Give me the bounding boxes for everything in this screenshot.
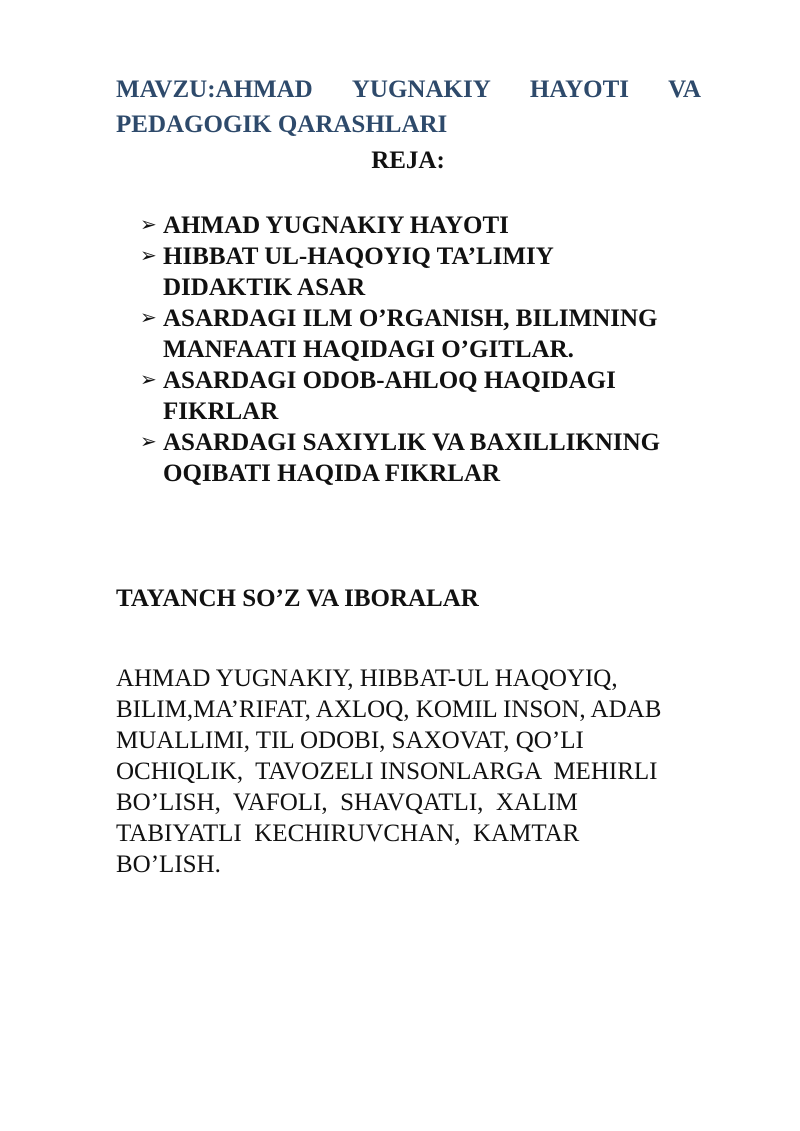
arrow-bullet-icon: ➢ xyxy=(140,214,157,236)
keywords-line: TABIYATLI KECHIRUVCHAN, KAMTAR xyxy=(116,820,580,847)
keywords-line: OCHIQLIK, TAVOZELI INSONLARGA MEHIRLI xyxy=(116,758,658,785)
keywords-line: AHMAD YUGNAKIY, HIBBAT-UL HAQOYIQ, xyxy=(116,665,618,692)
title-line-1 xyxy=(116,72,701,107)
arrow-bullet-icon: ➢ xyxy=(140,245,157,267)
keywords-line: MUALLIMI, TIL ODOBI, SAXOVAT, QO’LI xyxy=(116,727,584,754)
arrow-bullet-icon: ➢ xyxy=(140,369,157,391)
plan-item-text: ASARDAGI ILM O’RGANISH, BILIMNING xyxy=(163,305,658,332)
title-word: YUGNAKIY xyxy=(351,76,491,103)
arrow-bullet-icon: ➢ xyxy=(140,307,157,329)
plan-item-text: ASARDAGI ODOB-AHLOQ HAQIDAGI xyxy=(163,367,616,394)
plan-item-text: MANFAATI HAQIDAGI O’GITLAR. xyxy=(163,336,574,363)
plan-item-text: HIBBAT UL-HAQOYIQ TA’LIMIY xyxy=(163,243,554,270)
keywords-paragraph xyxy=(116,663,706,880)
plan-item xyxy=(140,365,720,427)
title-word: VA xyxy=(668,76,701,103)
plan-item-text: FIKRLAR xyxy=(163,398,279,425)
title-line-2: PEDAGOGIK QARASHLARI xyxy=(116,111,448,138)
plan-item xyxy=(140,303,720,365)
keywords-line: BO’LISH. xyxy=(116,851,221,878)
plan-item xyxy=(140,241,720,303)
title-word: HAYOTI xyxy=(529,76,629,103)
plan-item-text: DIDAKTIK ASAR xyxy=(163,274,366,301)
keywords-line: BILIM,MA’RIFAT, AXLOQ, KOMIL INSON, ADAB xyxy=(116,696,662,723)
plan-list xyxy=(140,210,720,489)
plan-item xyxy=(140,427,720,489)
keywords-heading: TAYANCH SO’Z VA IBORALAR xyxy=(116,585,479,612)
document-title xyxy=(116,72,701,142)
keywords-line: BO’LISH, VAFOLI, SHAVQATLI, XALIM xyxy=(116,789,578,816)
plan-item xyxy=(140,210,720,241)
plan-item-text: AHMAD YUGNAKIY HAYOTI xyxy=(163,212,509,239)
title-word: MAVZU:AHMAD xyxy=(116,76,313,103)
plan-item-text: OQIBATI HAQIDA FIKRLAR xyxy=(163,460,501,487)
plan-heading: REJA: xyxy=(371,147,445,174)
arrow-bullet-icon: ➢ xyxy=(140,431,157,453)
plan-item-text: ASARDAGI SAXIYLIK VA BAXILLIKNING xyxy=(163,429,661,456)
